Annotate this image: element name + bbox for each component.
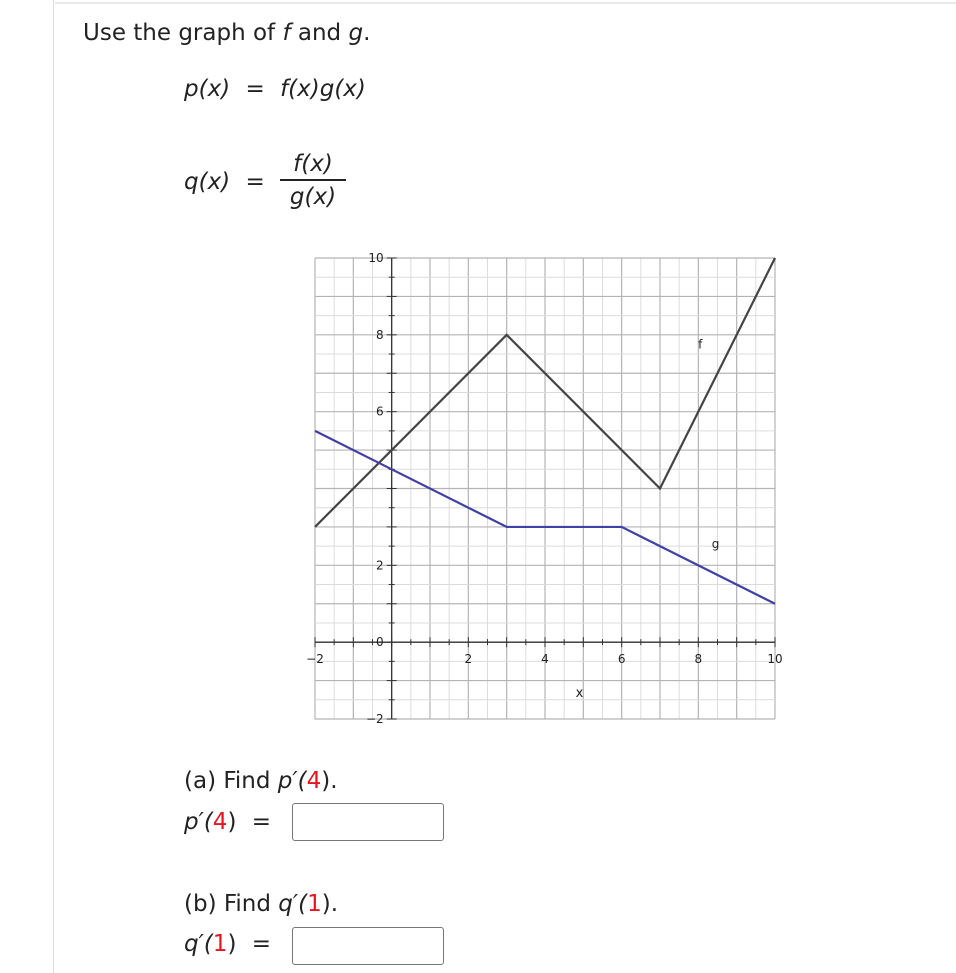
part-b-prompt [184,890,338,918]
part-a-fn: p′( [277,768,307,794]
x-tick-label: 6 [617,652,626,667]
q-fraction [280,150,346,211]
part-a-prefix: (a) Find [184,768,278,794]
part-a-lhs-fn: p′( [184,809,213,835]
q-definition-lhs [184,168,265,196]
intro-text [83,19,370,47]
p-rhs: f(x)g(x) [280,76,366,102]
intro-f: f [282,20,291,46]
part-a-answer-input[interactable] [292,803,444,841]
q-lhs: q(x) [184,169,231,195]
graph-of-f-and-g [300,240,790,740]
q-numerator: f(x) [280,150,346,181]
part-b-prefix: (b) Find [184,891,279,917]
intro-and: and [290,20,349,46]
x-tick-label: −2 [306,652,324,667]
p-equals: = [245,76,265,102]
series-label-f: f [698,337,703,352]
part-b-fn: q′( [278,891,308,917]
x-tick-label: 8 [694,652,703,667]
y-tick-label: 6 [376,404,384,419]
part-b-answer-label [184,930,271,958]
part-b-lhs-close: ) [227,931,237,957]
part-b-lhs-arg: 1 [212,931,228,957]
y-tick-label: −2 [365,712,384,726]
part-b-lhs-fn: q′( [184,931,213,957]
part-a-prompt [184,767,338,795]
part-a-equals: = [251,809,272,835]
q-equals: = [245,169,265,195]
x-tick-label: 2 [464,652,473,667]
part-b-arg: 1 [307,891,322,917]
x-tick-label: 4 [541,652,549,667]
series-label-g: g [711,537,720,552]
x-tick-label: 10 [767,652,783,667]
y-tick-label: 10 [368,251,384,265]
part-b-equals: = [251,931,272,957]
q-denominator: g(x) [289,184,337,210]
left-divider [53,0,54,973]
intro-prefix: Use the graph of [83,20,283,46]
part-a-answer-label [184,808,271,836]
p-lhs: p(x) [184,76,231,102]
y-tick-label: 2 [376,558,384,573]
x-axis-label: x [575,686,584,702]
intro-g: g [348,20,364,46]
part-a-lhs-arg: 4 [212,809,228,835]
p-definition [184,75,366,103]
part-b-suffix: ). [321,891,339,917]
y-tick-label: 8 [376,327,384,342]
y-tick-label: 0 [376,635,384,650]
intro-suffix: . [363,20,371,46]
part-a-arg: 4 [306,768,322,794]
part-a-lhs-close: ) [227,809,237,835]
part-b-answer-input[interactable] [292,927,444,965]
top-divider [55,2,956,4]
part-a-suffix: ). [321,768,338,794]
